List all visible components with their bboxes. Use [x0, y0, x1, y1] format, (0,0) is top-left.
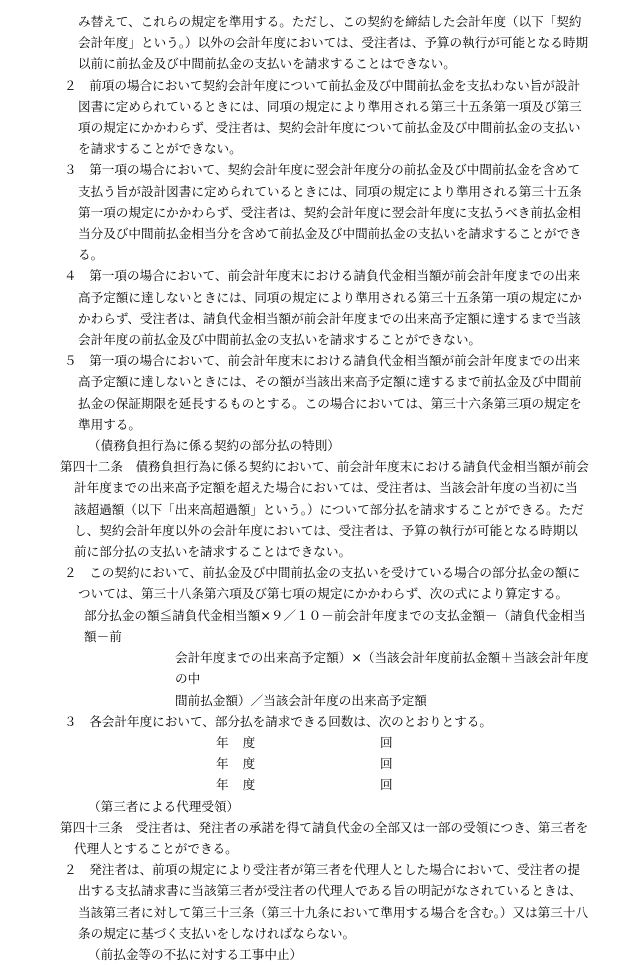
- next-article-heading: （前払金等の不払に対する工事中止）: [88, 946, 303, 962]
- count-cell: 回: [380, 777, 393, 793]
- formula-line-3: 間前払金額）／当該会計年度の出来高予定額: [175, 692, 427, 708]
- table-row: [216, 774, 420, 795]
- article-43-paragraph-2: ２ 発注者は、前項の規定により受注者が第三者を代理人とした場合において、受注者の提出する支払請求書に当該第三者が受注者の代理人である旨の明記がなされているときは、当該第三者に対して第三十三条（第三十九条において準用する場合を含む。）又は第三十八条の規定に基づく支払いをしなければならない。: [64, 862, 589, 941]
- payment-count-table: [216, 732, 420, 796]
- partial-payment-formula: [64, 605, 590, 711]
- paragraph-3: ３ 第一項の場合において、契約会計年度に翌会計年度分の前払金及び中間前払金を含めて支払う旨が設計図書に定められているときには、同項の規定により準用される第三十五条第一項の規定にかかわらず、受注者は、契約会計年度に翌会計年度に支払うべき前払金相当分及び中間前払金相当分を含めて前払金及び中間前払金の支払いを請求することができる。: [64, 162, 582, 263]
- table-row: [216, 732, 420, 753]
- paragraph-2: ２ 前項の場合において契約会計年度について前払金及び中間前払金を支払わない旨が設計図書に定められているときには、同項の規定により準用される第三十五条第一項及び第三項の規定にかかわらず、受注者は、契約会計年度について前払金及び中間前払金の支払いを請求することができない。: [64, 77, 582, 157]
- paragraph-continuation: み替えて、これらの規定を準用する。ただし、この契約を締結した会計年度（以下「契約会計年度」という。）以外の会計年度においては、受注者は、予算の執行が可能となる時期以前に前払金及び中間前払金の支払いを請求することはできない。: [78, 14, 589, 72]
- fiscal-year-cell: 年度: [216, 777, 270, 793]
- article-42-paragraph-2: ２ この契約において、前払金及び中間前払金の支払いを受けている場合の部分払金の額については、第三十八条第六項及び第七項の規定にかかわらず、次の式により算定する。: [64, 565, 581, 602]
- fiscal-year-cell: 年度: [216, 756, 270, 772]
- formula-line-1: 部分払金の額≦請負代金相当額×９／１０－前会計年度までの支払金額－（請負代金相当額－前: [84, 607, 586, 644]
- article-43-paragraph-1: 第四十三条 受注者は、発注者の承諾を得て請負代金の全部又は一部の受領につき、第三者を代理人とすることができる。: [60, 819, 589, 856]
- article-42-paragraph-1: 第四十二条 債務負担行為に係る契約において、前会計年度末における請負代金相当額が前会計年度までの出来高予定額を超えた場合においては、受注者は、当該会計年度の当初に当該超過額（以下「出来高超過額」という。）について部分払を請求することができる。ただし、契約会計年度以外の会計年度においては、受注者は、予算の執行が可能となる時期以前に部分払の支払いを請求することはできない。: [60, 459, 589, 560]
- formula-line-2: 会計年度までの出来高予定額）×（当該会計年度前払金額＋当該会計年度の中: [175, 650, 589, 687]
- table-row: [216, 753, 420, 774]
- count-cell: 回: [380, 734, 393, 750]
- article-42-heading: （債務負担行為に係る契約の部分払の特則）: [88, 438, 340, 454]
- fiscal-year-cell: 年度: [216, 734, 270, 750]
- count-cell: 回: [380, 756, 393, 772]
- paragraph-4: ４ 第一項の場合において、前会計年度末における請負代金相当額が前会計年度までの出来高予定額に達しないときには、同項の規定により準用される第三十五条第一項の規定にかかわらず、受注者は、請負代金相当額が前会計年度までの出来高予定額に達するまで当該会計年度の前払金及び中間前払金の支払いを請求することができない。: [64, 268, 582, 348]
- article-43-heading: （第三者による代理受領）: [88, 798, 240, 814]
- paragraph-5: ５ 第一項の場合において、前会計年度末における請負代金相当額が前会計年度までの出来高予定額に達しないときには、その額が当該出来高予定額に達するまで前払金及び中間前払金の保証期限を延長するものとする。この場合においては、第三十六条第三項の規定を準用する。: [64, 353, 582, 432]
- article-42-paragraph-3: ３ 各会計年度において、部分払を請求できる回数は、次のとおりとする。: [64, 713, 492, 729]
